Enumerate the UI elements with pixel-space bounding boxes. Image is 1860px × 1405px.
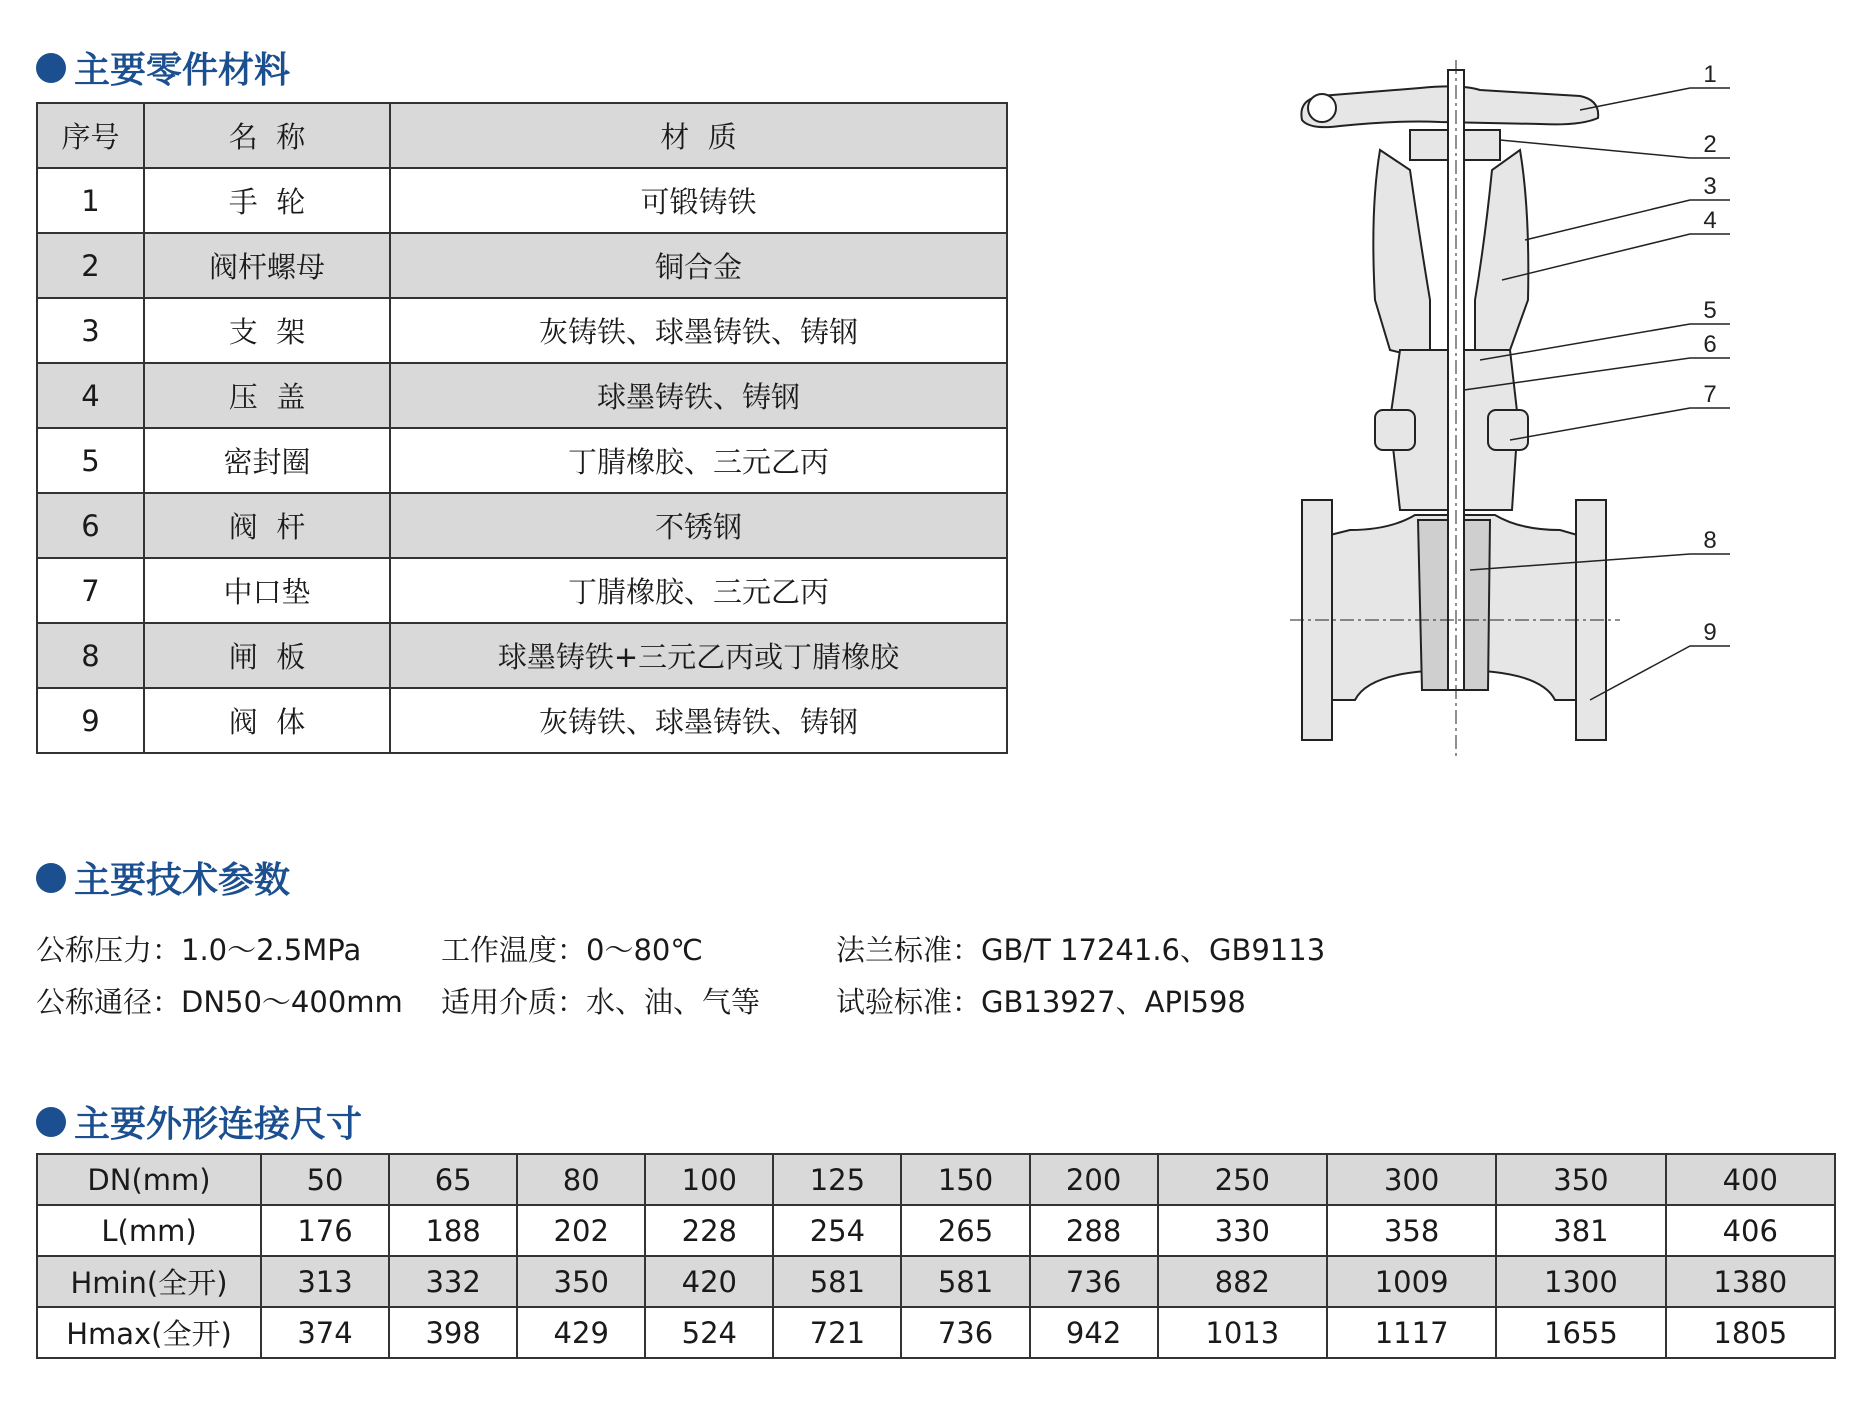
table-row [37, 1154, 1835, 1205]
table-cell: 420 [645, 1256, 773, 1307]
param-flange: 法兰标准：GB/T 17241.6、GB9113 [836, 933, 1326, 967]
part-material: 灰铸铁、球墨铸铁、铸钢 [390, 688, 1007, 753]
table-row [37, 168, 1007, 233]
table-cell: 358 [1327, 1205, 1496, 1256]
part-name: 支 架 [144, 298, 390, 363]
part-no: 5 [37, 428, 144, 493]
table-cell: 398 [389, 1307, 517, 1358]
bullet-icon [36, 863, 66, 893]
table-cell: 350 [517, 1256, 645, 1307]
table-cell: 374 [261, 1307, 389, 1358]
table-cell: 736 [1030, 1256, 1158, 1307]
row-label: L(mm) [37, 1205, 261, 1256]
table-cell: 1300 [1496, 1256, 1665, 1307]
table-cell: 406 [1666, 1205, 1835, 1256]
table-cell: 254 [773, 1205, 901, 1256]
table-cell: 150 [901, 1154, 1029, 1205]
part-no: 9 [37, 688, 144, 753]
part-material: 球墨铸铁、铸钢 [390, 363, 1007, 428]
callout-8: 8 [1703, 527, 1717, 554]
materials-section-title [36, 42, 290, 93]
part-no: 2 [37, 233, 144, 298]
table-cell: 1009 [1327, 1256, 1496, 1307]
table-cell: 228 [645, 1205, 773, 1256]
part-name: 闸 板 [144, 623, 390, 688]
table-cell: 265 [901, 1205, 1029, 1256]
part-name: 手 轮 [144, 168, 390, 233]
bullet-icon [36, 1107, 66, 1137]
table-cell: 1013 [1158, 1307, 1327, 1358]
table-row [37, 1205, 1835, 1256]
table-cell: 100 [645, 1154, 773, 1205]
table-cell: 332 [389, 1256, 517, 1307]
table-cell: 581 [773, 1256, 901, 1307]
callout-3: 3 [1703, 173, 1717, 200]
table-cell: 50 [261, 1154, 389, 1205]
params-title-text: 主要技术参数 [74, 860, 291, 901]
part-material: 丁腈橡胶、三元乙丙 [390, 558, 1007, 623]
callout-5: 5 [1703, 297, 1717, 324]
table-cell: 300 [1327, 1154, 1496, 1205]
part-name: 密封圈 [144, 428, 390, 493]
header-name: 名 称 [144, 103, 390, 168]
params-section-title [36, 852, 290, 903]
table-cell: 188 [389, 1205, 517, 1256]
param-test: 试验标准：GB13927、API598 [836, 985, 1246, 1019]
table-cell: 524 [645, 1307, 773, 1358]
callout-4: 4 [1703, 207, 1717, 234]
table-cell: 429 [517, 1307, 645, 1358]
table-cell: 288 [1030, 1205, 1158, 1256]
table-cell: 1655 [1496, 1307, 1665, 1358]
callout-1: 1 [1703, 61, 1717, 88]
part-no: 8 [37, 623, 144, 688]
table-cell: 400 [1666, 1154, 1835, 1205]
table-row [37, 1307, 1835, 1358]
part-name: 中口垫 [144, 558, 390, 623]
param-temperature: 工作温度：0～80℃ [441, 933, 703, 967]
part-no: 7 [37, 558, 144, 623]
table-cell: 1805 [1666, 1307, 1835, 1358]
table-cell: 942 [1030, 1307, 1158, 1358]
callout-6: 6 [1703, 331, 1717, 358]
table-row [37, 233, 1007, 298]
gate-valve-diagram [1280, 60, 1740, 770]
row-label: Hmax(全开) [37, 1307, 261, 1358]
materials-title-text: 主要零件材料 [74, 50, 291, 91]
table-cell: 250 [1158, 1154, 1327, 1205]
table-cell: 350 [1496, 1154, 1665, 1205]
dims-section-title [36, 1096, 362, 1147]
table-cell: 125 [773, 1154, 901, 1205]
bullet-icon [36, 53, 66, 83]
param-diameter: 公称通径：DN50～400mm [36, 985, 403, 1019]
table-row [37, 1256, 1835, 1307]
table-row [37, 298, 1007, 363]
dims-title-text: 主要外形连接尺寸 [74, 1104, 363, 1145]
header-no: 序号 [37, 103, 144, 168]
table-cell: 581 [901, 1256, 1029, 1307]
dimensions-table [36, 1153, 1836, 1359]
part-no: 4 [37, 363, 144, 428]
yoke-shape [1373, 150, 1430, 360]
table-row [37, 363, 1007, 428]
header-material: 材 质 [390, 103, 1007, 168]
callout-7: 7 [1703, 381, 1717, 408]
table-cell: 202 [517, 1205, 645, 1256]
part-no: 1 [37, 168, 144, 233]
table-row [37, 558, 1007, 623]
part-name: 压 盖 [144, 363, 390, 428]
parts-materials-table [36, 102, 1008, 754]
part-no: 6 [37, 493, 144, 558]
table-cell: 176 [261, 1205, 389, 1256]
table-cell: 736 [901, 1307, 1029, 1358]
callout-2: 2 [1703, 131, 1717, 158]
part-name: 阀杆螺母 [144, 233, 390, 298]
table-row [37, 623, 1007, 688]
part-material: 可锻铸铁 [390, 168, 1007, 233]
table-cell: 882 [1158, 1256, 1327, 1307]
part-material: 灰铸铁、球墨铸铁、铸钢 [390, 298, 1007, 363]
param-medium: 适用介质：水、油、气等 [441, 985, 761, 1019]
table-cell: 1380 [1666, 1256, 1835, 1307]
callout-9: 9 [1703, 619, 1717, 646]
row-label: DN(mm) [37, 1154, 261, 1205]
param-pressure: 公称压力：1.0～2.5MPa [36, 933, 362, 967]
table-cell: 330 [1158, 1205, 1327, 1256]
table-cell: 381 [1496, 1205, 1665, 1256]
part-material: 球墨铸铁+三元乙丙或丁腈橡胶 [390, 623, 1007, 688]
row-label: Hmin(全开) [37, 1256, 261, 1307]
table-cell: 80 [517, 1154, 645, 1205]
part-material: 丁腈橡胶、三元乙丙 [390, 428, 1007, 493]
table-cell: 313 [261, 1256, 389, 1307]
part-no: 3 [37, 298, 144, 363]
part-name: 阀 体 [144, 688, 390, 753]
table-row [37, 493, 1007, 558]
part-name: 阀 杆 [144, 493, 390, 558]
part-material: 不锈钢 [390, 493, 1007, 558]
part-material: 铜合金 [390, 233, 1007, 298]
table-row [37, 428, 1007, 493]
table-row [37, 688, 1007, 753]
table-cell: 200 [1030, 1154, 1158, 1205]
table-cell: 721 [773, 1307, 901, 1358]
table-cell: 1117 [1327, 1307, 1496, 1358]
table-cell: 65 [389, 1154, 517, 1205]
